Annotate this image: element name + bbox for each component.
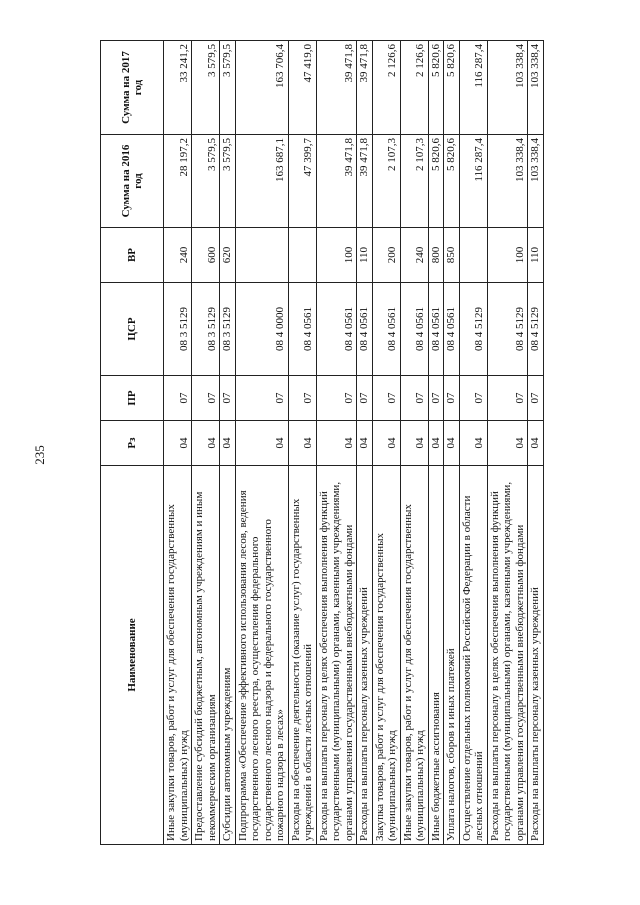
cell-name: Иные бюджетные ассигнования — [428, 466, 444, 845]
table-row — [288, 41, 316, 845]
cell-csr: 08 4 0561 — [288, 283, 316, 376]
table-row — [459, 41, 487, 845]
cell-vr — [288, 228, 316, 283]
cell-rz: 04 — [235, 421, 288, 466]
cell-vr: 620 — [220, 228, 236, 283]
cell-csr: 08 4 0561 — [372, 283, 400, 376]
cell-vr: 200 — [372, 228, 400, 283]
cell-rz: 04 — [372, 421, 400, 466]
cell-sum-2016: 103 338,4 — [487, 135, 528, 228]
cell-vr — [459, 228, 487, 283]
table-row — [428, 41, 444, 845]
cell-vr: 100 — [487, 228, 528, 283]
cell-name: Иные закупки товаров, работ и услуг для обеспечения государственных (муниципальных) нужд — [164, 466, 192, 845]
cell-rz: 04 — [192, 421, 220, 466]
cell-sum-2017: 47 419,0 — [288, 41, 316, 135]
page-number: 235 — [32, 445, 47, 465]
cell-csr: 08 4 5129 — [459, 283, 487, 376]
cell-pr: 07 — [192, 376, 220, 421]
cell-name: Расходы на выплаты персоналу казенных учреждений — [528, 466, 544, 845]
cell-sum-2017: 103 338,4 — [487, 41, 528, 135]
cell-name: Предоставление субсидий бюджетным, автономным учреждениям и иным некоммерческим организациям — [192, 466, 220, 845]
cell-sum-2016: 39 471,8 — [316, 135, 357, 228]
table-row — [192, 41, 220, 845]
cell-vr: 850 — [444, 228, 460, 283]
table-row — [372, 41, 400, 845]
table-row — [164, 41, 192, 845]
cell-csr: 08 4 5129 — [528, 283, 544, 376]
cell-sum-2016: 116 287,4 — [459, 135, 487, 228]
cell-sum-2017: 3 579,5 — [220, 41, 236, 135]
cell-csr: 08 4 5129 — [487, 283, 528, 376]
cell-name: Расходы на обеспечение деятельности (оказание услуг) государственных учреждений в области лесных отношений — [288, 466, 316, 845]
cell-name: Иные закупки товаров, работ и услуг для обеспечения государственных (муниципальных) нужд — [400, 466, 428, 845]
cell-vr: 110 — [528, 228, 544, 283]
cell-vr: 800 — [428, 228, 444, 283]
cell-sum-2017: 39 471,8 — [357, 41, 373, 135]
header-csr: ЦСР — [101, 283, 164, 376]
table-body — [164, 41, 544, 845]
cell-pr: 07 — [372, 376, 400, 421]
cell-csr: 08 4 0561 — [444, 283, 460, 376]
cell-rz: 04 — [459, 421, 487, 466]
cell-sum-2017: 103 338,4 — [528, 41, 544, 135]
cell-rz: 04 — [428, 421, 444, 466]
cell-rz: 04 — [400, 421, 428, 466]
header-pr: ПР — [101, 376, 164, 421]
cell-sum-2017: 39 471,8 — [316, 41, 357, 135]
cell-sum-2017: 5 820,6 — [428, 41, 444, 135]
cell-vr — [235, 228, 288, 283]
header-rz: Рз — [101, 421, 164, 466]
cell-rz: 04 — [357, 421, 373, 466]
cell-pr: 07 — [164, 376, 192, 421]
cell-sum-2017: 116 287,4 — [459, 41, 487, 135]
header-vr: ВР — [101, 228, 164, 283]
cell-rz: 04 — [164, 421, 192, 466]
table-row — [357, 41, 373, 845]
cell-vr: 240 — [400, 228, 428, 283]
cell-rz: 04 — [288, 421, 316, 466]
header-row — [101, 41, 164, 845]
cell-sum-2017: 163 706,4 — [235, 41, 288, 135]
header-sum-2017: Сумма на 2017 год — [101, 41, 164, 135]
cell-vr: 100 — [316, 228, 357, 283]
cell-csr: 08 3 5129 — [192, 283, 220, 376]
cell-rz: 04 — [220, 421, 236, 466]
cell-pr: 07 — [357, 376, 373, 421]
table-row — [400, 41, 428, 845]
cell-sum-2016: 2 107,3 — [400, 135, 428, 228]
cell-pr: 07 — [487, 376, 528, 421]
cell-sum-2016: 28 197,2 — [164, 135, 192, 228]
document-area — [100, 44, 541, 845]
header-sum-2016: Сумма на 2016 год — [101, 135, 164, 228]
cell-csr: 08 4 0561 — [357, 283, 373, 376]
cell-sum-2016: 47 399,7 — [288, 135, 316, 228]
cell-sum-2016: 103 338,4 — [528, 135, 544, 228]
cell-sum-2016: 5 820,6 — [444, 135, 460, 228]
cell-name: Осуществление отдельных полномочий Российской Федерации в области лесных отношений — [459, 466, 487, 845]
cell-pr: 07 — [235, 376, 288, 421]
cell-sum-2016: 3 579,5 — [220, 135, 236, 228]
table-row — [444, 41, 460, 845]
cell-pr: 07 — [444, 376, 460, 421]
cell-name: Расходы на выплаты персоналу в целях обеспечения выполнения функций государственными (муниципальными) органами, казенными учреждениями, органами управления государственными внебюджетными фондами — [316, 466, 357, 845]
cell-sum-2017: 2 126,6 — [400, 41, 428, 135]
cell-pr: 07 — [288, 376, 316, 421]
cell-rz: 04 — [316, 421, 357, 466]
cell-csr: 08 4 0000 — [235, 283, 288, 376]
rotated-table-container — [100, 44, 541, 845]
cell-rz: 04 — [528, 421, 544, 466]
header-name: Наименование — [101, 466, 164, 845]
cell-sum-2016: 39 471,8 — [357, 135, 373, 228]
table-row — [316, 41, 357, 845]
cell-name: Расходы на выплаты персоналу в целях обеспечения выполнения функций государственными (муниципальными) органами, казенными учреждениями, органами управления государственными внебюджетными фондами — [487, 466, 528, 845]
cell-sum-2017: 5 820,6 — [444, 41, 460, 135]
cell-sum-2017: 33 241,2 — [164, 41, 192, 135]
cell-sum-2017: 2 126,6 — [372, 41, 400, 135]
cell-name: Субсидии автономным учреждениям — [220, 466, 236, 845]
table-row — [487, 41, 528, 845]
cell-vr: 240 — [164, 228, 192, 283]
cell-name: Подпрограмма «Обеспечение эффективного использования лесов, ведения государственного лесного реестра, осуществления федерального государственного лесного надзора и федерального государственного пожарного надзора в лесах» — [235, 466, 288, 845]
cell-pr: 07 — [459, 376, 487, 421]
cell-rz: 04 — [487, 421, 528, 466]
cell-vr: 600 — [192, 228, 220, 283]
table-row — [235, 41, 288, 845]
cell-csr: 08 4 0561 — [428, 283, 444, 376]
table-row — [528, 41, 544, 845]
cell-csr: 08 4 0561 — [316, 283, 357, 376]
cell-sum-2016: 2 107,3 — [372, 135, 400, 228]
cell-sum-2017: 3 579,5 — [192, 41, 220, 135]
cell-sum-2016: 163 687,1 — [235, 135, 288, 228]
cell-pr: 07 — [428, 376, 444, 421]
cell-csr: 08 3 5129 — [220, 283, 236, 376]
cell-name: Закупка товаров, работ и услуг для обеспечения государственных (муниципальных) нужд — [372, 466, 400, 845]
table-row — [220, 41, 236, 845]
cell-csr: 08 3 5129 — [164, 283, 192, 376]
cell-vr: 110 — [357, 228, 373, 283]
cell-pr: 07 — [316, 376, 357, 421]
cell-name: Расходы на выплаты персоналу казенных учреждений — [357, 466, 373, 845]
cell-sum-2016: 5 820,6 — [428, 135, 444, 228]
budget-table — [100, 40, 544, 845]
cell-rz: 04 — [444, 421, 460, 466]
cell-sum-2016: 3 579,5 — [192, 135, 220, 228]
cell-name: Уплата налогов, сборов и иных платежей — [444, 466, 460, 845]
cell-pr: 07 — [400, 376, 428, 421]
cell-csr: 08 4 0561 — [400, 283, 428, 376]
cell-pr: 07 — [220, 376, 236, 421]
cell-pr: 07 — [528, 376, 544, 421]
